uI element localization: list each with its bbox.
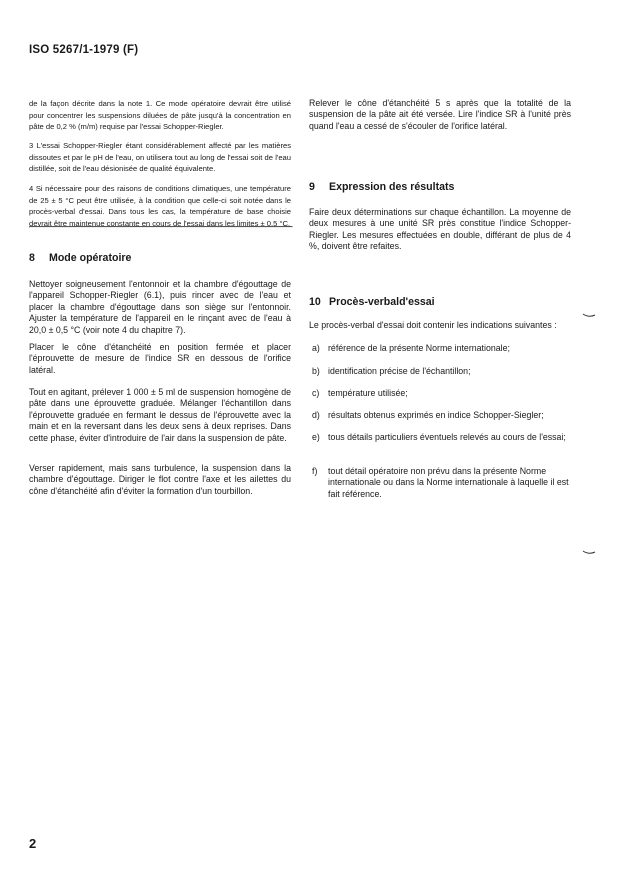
report-item-text: température utilisée; — [328, 388, 408, 398]
section-9-title: Expression des résultats — [329, 181, 455, 193]
section-10-number: 10 — [309, 296, 321, 308]
report-item-label: b) — [312, 366, 320, 376]
margin-tick-icon — [582, 549, 596, 555]
report-item-a — [309, 343, 571, 354]
report-item-c — [309, 388, 571, 399]
page-number: 2 — [29, 836, 37, 851]
section-9-number: 9 — [309, 181, 315, 193]
document-id: ISO 5267/1-1979 (F) — [29, 44, 139, 56]
report-item-text: référence de la présente Norme internationale; — [328, 343, 510, 353]
section-8-paragraph-1: Nettoyer soigneusement l'entonnoir et la chambre d'égouttage de l'appareil Schopper-Riegler (6.1), puis rincer avec de l'eau et placer la chambre d'égouttage dans son siège sur l'entonnoir. Ajuster la température de l'appareil en le rinçant avec de l'eau à 20,0 ± 0,5 °C (voir note 4 du chapitre 7). — [29, 279, 291, 335]
report-item-b — [309, 366, 571, 377]
note-continuation: de la façon décrite dans la note 1. Ce mode opératoire devrait être utilisé pour concentrer les suspensions diluées de pâte jusqu'à la concentration en pâte de 0,2 % (m/m) requise par l'essai Schopper-Riegler. — [29, 99, 291, 132]
report-item-text: tous détails particuliers éventuels relevés au cours de l'essai; — [328, 432, 566, 442]
note-4: 4 Si nécessaire pour des raisons de conditions climatiques, une température de 25 ± 5 °C peut être utilisée, à la condition que celle-ci soit notée dans le procès-verbal d'essai. Dans tous les cas, la température de base choisie devrait être maintenue constante en cours de l'essai dans les limites ± 0,5 °C. — [29, 184, 291, 229]
section-8-paragraph-3: Tout en agitant, prélever 1 000 ± 5 ml de suspension homogène de pâte dans une éprouvette graduée. Mélanger l'échantillon dans l'éprouvette graduée en fermant le dessus de l'éprouvette avec la main et en la reversant dans les deux sens à deux reprises. Dans cette phase, éviter d'introduire de l'air dans la suspension de pâte. — [29, 387, 291, 443]
notes-divider — [29, 226, 293, 228]
report-item-text: résultats obtenus exprimés en indice Schopper-Siegler; — [328, 410, 544, 420]
section-8-number: 8 — [29, 252, 35, 264]
section-10-heading — [309, 296, 435, 308]
report-item-f — [309, 466, 571, 500]
report-item-d — [309, 410, 571, 421]
section-9-heading — [309, 181, 454, 193]
procedure-continuation: Relever le cône d'étanchéité 5 s après que la totalité de la suspension de la pâte ait été versée. Lire l'indice SR à l'unité près quand l'eau a cessé de s'écouler de l'orifice latéral. — [309, 98, 571, 131]
margin-tick-icon — [582, 312, 596, 318]
section-10-lead: Le procès-verbal d'essai doit contenir les indications suivantes : — [309, 320, 557, 330]
report-item-text: tout détail opératoire non prévu dans la présente Norme internationale ou dans la Norme internationale à laquelle il est fait référence. — [328, 466, 569, 499]
section-8-paragraph-2: Placer le cône d'étanchéité en position fermée et placer l'éprouvette de mesure de l'indice SR en dessous de l'orifice latéral. — [29, 342, 291, 375]
report-item-label: a) — [312, 343, 320, 353]
report-item-label: e) — [312, 432, 320, 442]
section-9-paragraph: Faire deux déterminations sur chaque échantillon. La moyenne de deux mesures à une unité SR près constitue l'indice Schopper-Riegler. Les mesures effectuées en double, différant de plus de 4 %, doivent être refaites. — [309, 207, 571, 252]
report-item-e — [309, 432, 571, 443]
report-item-label: d) — [312, 410, 320, 420]
section-8-heading — [29, 252, 131, 264]
note-3: 3 L'essai Schopper-Riegler étant considérablement affecté par les matières dissoutes et par le pH de l'eau, on utilisera tout au long de l'essai soit de l'eau distillée, soit de l'eau désionisée de qualité équivalente. — [29, 141, 291, 174]
report-item-label: c) — [312, 388, 320, 398]
section-10-title: Procès-verbald'essai — [329, 296, 435, 308]
section-8-paragraph-4: Verser rapidement, mais sans turbulence, la suspension dans la chambre d'égouttage. Diriger le flot contre l'axe et les ailettes du cône d'étanchéité afin d'éviter la formation d'un tourbillon. — [29, 463, 291, 496]
report-item-text: identification précise de l'échantillon; — [328, 366, 471, 376]
section-8-title: Mode opératoire — [49, 252, 132, 264]
report-item-label: f) — [312, 466, 318, 476]
